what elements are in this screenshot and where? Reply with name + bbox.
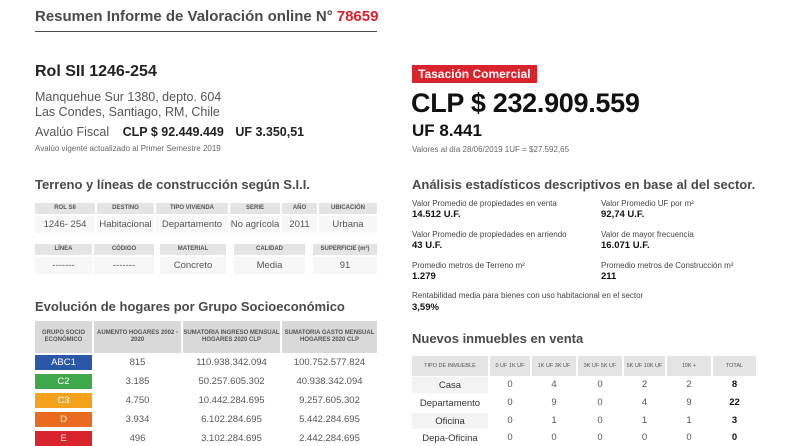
hogares-aumento: 3.185 xyxy=(125,376,150,387)
avaluo-label: Avalúo Fiscal xyxy=(35,125,110,139)
stat-value: 211 xyxy=(601,271,617,282)
inmuebles-header: TIPO DE INMUEBLE xyxy=(412,356,488,376)
hogares-gasto: 5.442.284.695 xyxy=(299,414,360,425)
inmueble-count: 0 xyxy=(597,431,603,443)
address-line-1: Manquehue Sur 1380, depto. 604 xyxy=(35,90,222,104)
hogares-ingreso: 3.102.284.695 xyxy=(201,433,262,444)
inmueble-total: 3 xyxy=(731,414,738,426)
terreno-cell: Urbana xyxy=(319,216,377,233)
stat-label: Valor Promedio de propiedades en venta xyxy=(412,199,557,208)
avaluo-note: Avalúo vigente actualizado al Primer Semestre 2019 xyxy=(35,144,221,153)
hogares-ingreso: 6.102.284.695 xyxy=(201,414,262,425)
stat-value: 1.279 xyxy=(412,271,436,282)
inmueble-count: 9 xyxy=(686,396,692,408)
terreno-header: MATERIAL xyxy=(160,244,226,255)
terreno-cell: No agrícola xyxy=(230,216,280,233)
gse-group-c3: C3 xyxy=(35,393,92,408)
terreno-header: DESTINO xyxy=(97,203,154,214)
hogares-aumento: 815 xyxy=(129,357,146,368)
stat-value: 14.512 U.F. xyxy=(412,209,461,220)
stat-value: 92,74 U.F. xyxy=(601,209,645,220)
inmueble-count: 0 xyxy=(507,431,513,443)
tasacion-badge: Tasación Comercial xyxy=(412,65,537,83)
terreno-cell: Departamento xyxy=(156,216,228,233)
inmueble-total: 0 xyxy=(731,431,738,443)
inmueble-count: 0 xyxy=(597,414,603,426)
inmueble-total: 22 xyxy=(729,396,740,408)
inmueble-tipo: Oficina xyxy=(412,413,488,429)
terreno-header: UBICACIÓN xyxy=(319,203,377,214)
stat-label: Valor de mayor frecuencia xyxy=(601,230,694,239)
terreno-header: CALIDAD xyxy=(234,244,305,255)
inmuebles-header: TOTAL xyxy=(713,356,756,376)
hogares-aumento: 4.750 xyxy=(125,395,150,406)
property-address xyxy=(35,90,221,120)
terreno-header: SERIE xyxy=(230,203,280,214)
avaluo-fiscal xyxy=(35,125,304,139)
inmueble-count: 0 xyxy=(551,431,557,443)
hogares-header: GRUPO SOCIO ECONÓMICO xyxy=(35,321,92,353)
inmueble-count: 1 xyxy=(551,414,557,426)
inmueble-count: 0 xyxy=(507,414,513,426)
title-underline xyxy=(35,31,377,32)
terreno-title: Terreno y líneas de construcción según S.I.I. xyxy=(35,177,310,192)
report-number: 78659 xyxy=(336,8,379,25)
hogares-header: SUMATORIA INGRESO MENSUAL HOGARES 2020 CLP xyxy=(183,321,280,353)
gse-group-e: E xyxy=(35,431,92,446)
hogares-title: Evolución de hogares por Grupo Socioeconómico xyxy=(35,299,345,314)
rol-sii: Rol SII 1246-254 xyxy=(35,63,157,80)
inmuebles-header: 5K UF 10K UF xyxy=(624,356,665,376)
terreno-header: TIPO VIVIENDA xyxy=(156,203,228,214)
analisis-title: Análisis estadísticos descriptivos en base al del sector. xyxy=(412,177,756,192)
price-note: Valores al día 28/06/2019 1UF = $27.592,65 xyxy=(412,145,570,154)
inmueble-count: 4 xyxy=(641,396,648,408)
report-title xyxy=(35,8,378,25)
inmueble-count: 1 xyxy=(641,414,648,426)
report-title-text: Resumen Informe de Valoración online N° xyxy=(35,8,333,25)
inmueble-count: 4 xyxy=(551,378,557,390)
terreno-header: LÍNEA xyxy=(35,244,92,255)
hogares-header: SUMATORIA GASTO MENSUAL HOGARES 2020 CLP xyxy=(282,321,377,353)
stat-label: Valor Promedio UF por m² xyxy=(601,199,694,208)
inmueble-total: 8 xyxy=(731,378,738,390)
inmueble-count: 0 xyxy=(507,396,513,408)
stat-label: Rentabilidad media para bienes con uso habitacional en el sector xyxy=(412,291,644,300)
terreno-header: CÓDIGO xyxy=(94,244,154,255)
terreno-header: AÑO xyxy=(282,203,317,214)
hogares-ingreso: 10.442.284.695 xyxy=(198,395,265,406)
terreno-header: SUPERFICIE (m²) xyxy=(313,244,377,255)
hogares-gasto: 9.257.605.302 xyxy=(299,395,360,406)
stat-label: Promedio metros de Terreno m² xyxy=(412,261,525,270)
stat-value: 16.071 U.F. xyxy=(601,240,650,251)
terreno-cell: Media xyxy=(234,257,305,274)
inmueble-count: 1 xyxy=(686,414,692,426)
inmueble-count: 0 xyxy=(641,431,648,443)
terreno-cell: 1246- 254 xyxy=(35,216,95,233)
inmueble-count: 2 xyxy=(686,378,692,390)
terreno-cell: 91 xyxy=(313,257,377,274)
stat-value: 3,59% xyxy=(412,302,439,313)
gse-group-abc1: ABC1 xyxy=(35,355,92,370)
price-clp: CLP $ 232.909.559 xyxy=(411,88,640,118)
avaluo-uf: UF 3.350,51 xyxy=(235,125,305,139)
terreno-header: ROL SII xyxy=(35,203,95,214)
hogares-gasto: 2.442.284.695 xyxy=(299,433,360,444)
terreno-cell: ------- xyxy=(35,257,92,274)
inmueble-count: 0 xyxy=(597,378,603,390)
hogares-ingreso: 110.938.342.094 xyxy=(196,357,267,368)
inmueble-count: 0 xyxy=(597,396,603,408)
gse-group-d: D xyxy=(35,412,92,427)
inmueble-tipo: Casa xyxy=(412,377,488,393)
hogares-gasto: 40.938.342.094 xyxy=(296,376,363,387)
inmuebles-header: 0 UF 1K UF xyxy=(490,356,530,376)
terreno-cell: ------- xyxy=(94,257,154,274)
inmueble-tipo: Departamento xyxy=(412,395,488,411)
inmueble-tipo: Depa-Oficina xyxy=(412,431,488,446)
hogares-header: AUMENTO HOGARES 2002 - 2020 xyxy=(94,321,181,353)
hogares-ingreso: 50.257.605.302 xyxy=(198,376,265,387)
gse-group-c2: C2 xyxy=(35,374,92,389)
stat-value: 43 U.F. xyxy=(412,240,443,251)
price-uf: UF 8.441 xyxy=(412,121,482,140)
terreno-cell: 2011 xyxy=(282,216,317,233)
avaluo-clp: CLP $ 92.449.449 xyxy=(122,125,224,139)
inmueble-count: 0 xyxy=(686,431,692,443)
inmueble-count: 9 xyxy=(551,396,557,408)
address-line-2: Las Condes, Santiago, RM, Chile xyxy=(35,105,220,119)
inmuebles-title: Nuevos inmuebles en venta xyxy=(412,331,584,346)
hogares-aumento: 3.934 xyxy=(125,414,150,425)
inmueble-count: 2 xyxy=(641,378,648,390)
terreno-cell: Habitacional xyxy=(97,216,154,233)
stat-label: Valor Promedio de propiedades en arriendo xyxy=(412,230,567,239)
hogares-aumento: 496 xyxy=(129,433,146,444)
inmueble-count: 0 xyxy=(507,378,513,390)
inmuebles-header: 1K UF 3K UF xyxy=(532,356,576,376)
stat-label: Promedio metros de Construcción m² xyxy=(601,261,734,270)
inmuebles-header: 10K + xyxy=(667,356,711,376)
hogares-gasto: 100.752.577.824 xyxy=(293,357,366,368)
terreno-cell: Concreto xyxy=(160,257,226,274)
inmuebles-header: 3K UF 5K UF xyxy=(578,356,622,376)
